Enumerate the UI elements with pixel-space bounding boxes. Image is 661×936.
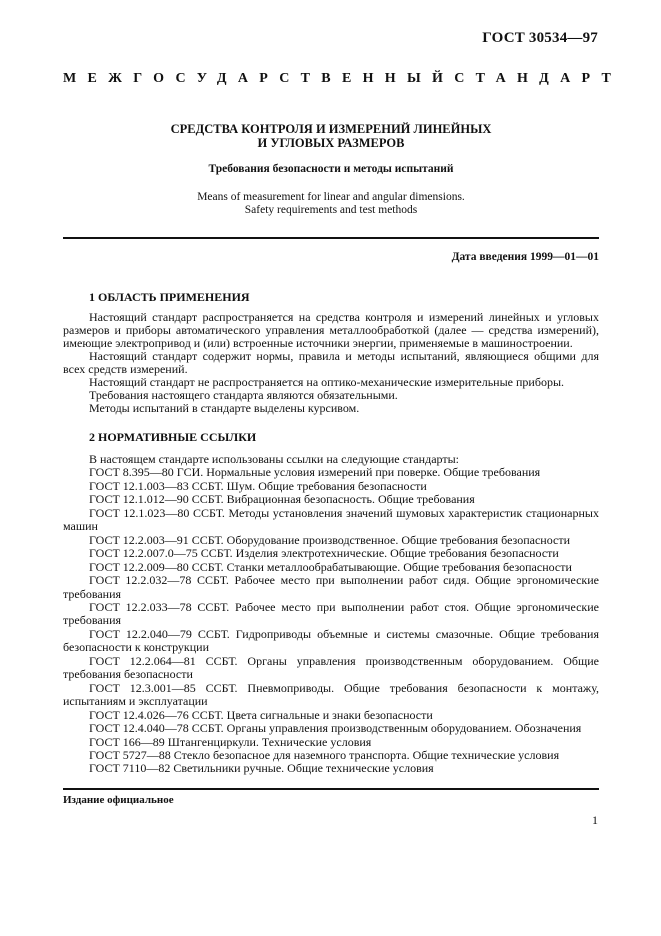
section-1-heading: 1 ОБЛАСТЬ ПРИМЕНЕНИЯ [89,290,250,304]
introduction-date: Дата введения 1999—01—01 [451,251,599,263]
standard-type-heading [63,71,623,87]
reference-item: ГОСТ 12.2.032—78 ССБТ. Рабочее место при выполнении работ сидя. Общие эргономические требования [63,573,599,601]
standard-type-word1: МЕЖГОСУДАРСТВЕННЫЙ [63,71,455,86]
reference-item: ГОСТ 12.1.023—80 ССБТ. Методы установления значений шумовых характеристик стационарных машин [63,505,599,534]
reference-item: ГОСТ 12.2.040—79 ССБТ. Гидроприводы объемные и системы смазочные. Общие требования безопасности к конструкции [63,626,599,655]
reference-item: ГОСТ 7110—82 Светильники ручные. Общие технические условия [89,761,434,776]
reference-item: ГОСТ 8.395—80 ГСИ. Нормальные условия измерений при поверке. Общие требования [89,465,541,480]
page-number: 1 [592,813,598,827]
reference-item: ГОСТ 12.4.040—78 ССБТ. Органы управления производственным оборудованием. Обозначения [89,721,582,736]
english-title-line-1: Means of measurement for linear and angular dimensions. [197,191,465,203]
section-2-intro: В настоящем стандарте использованы ссылки на следующие стандарты: [89,452,460,466]
title-line-2: И УГЛОВЫХ РАЗМЕРОВ [257,136,405,150]
reference-item: ГОСТ 12.2.003—91 ССБТ. Оборудование производственное. Общие требования безопасности [89,532,571,547]
english-title [63,191,599,217]
section-1-paragraph: Требования настоящего стандарта являются обязательными. [89,388,398,402]
edition-label: Издание официальное [63,794,174,806]
reference-item: ГОСТ 166—89 Штангенциркули. Технические условия [89,734,372,749]
section-1-paragraph: Настоящий стандарт не распространяется на оптико-механические измерительные приборы. [89,375,565,389]
section-2-body [63,453,599,776]
section-1-paragraph: Методы испытаний в стандарте выделены курсивом. [89,401,360,415]
reference-item: ГОСТ 5727—88 Стекло безопасное для наземного транспорта. Общие технические условия [89,747,560,762]
reference-item: ГОСТ 12.2.064—81 ССБТ. Органы управления производственным оборудованием. Общие требования безопасности [63,653,599,682]
reference-item: ГОСТ 12.2.007.0—75 ССБТ. Изделия электротехнические. Общие требования безопасности [89,546,559,561]
title-line-1: СРЕДСТВА КОНТРОЛЯ И ИЗМЕРЕНИЙ ЛИНЕЙНЫХ [170,122,492,136]
bottom-divider [63,788,599,790]
reference-item: ГОСТ 12.1.003—83 ССБТ. Шум. Общие требования безопасности [89,478,427,493]
section-2-heading: 2 НОРМАТИВНЫЕ ССЫЛКИ [89,430,257,444]
reference-item: ГОСТ 12.2.033—78 ССБТ. Рабочее место при выполнении работ стоя. Общие эргономические требования [63,599,599,628]
reference-item: ГОСТ 12.4.026—76 ССБТ. Цвета сигнальные и знаки безопасности [89,707,433,722]
section-1-paragraph: Настоящий стандарт распространяется на средства контроля и измерений линейных и угловых размеров и приборы автоматического управления металлообработкой (далее — средства измерений), имеющие электропривод и (или) встроенные источники энергии, применяемые в машиностроении. [63,310,599,350]
section-1-paragraph: Настоящий стандарт содержит нормы, правила и методы испытаний, являющиеся общими для всех средств измерений. [63,349,599,376]
document-title [63,122,599,150]
reference-item: ГОСТ 12.1.012—90 ССБТ. Вибрационная безопасность. Общие требования [89,492,475,507]
reference-item: ГОСТ 12.2.009—80 ССБТ. Станки металлообрабатывающие. Общие требования безопасности [89,559,572,574]
section-1-body [63,311,599,415]
standard-type-word2: СТАНДАРТ [454,71,623,86]
english-title-line-2: Safety requirements and test methods [244,204,418,216]
document-subtitle: Требования безопасности и методы испытаний [208,163,454,175]
gost-number: ГОСТ 30534—97 [482,30,598,46]
top-divider [63,237,599,239]
reference-item: ГОСТ 12.3.001—85 ССБТ. Пневмоприводы. Общие требования безопасности к монтажу, испытаниям и эксплуатации [63,680,599,709]
